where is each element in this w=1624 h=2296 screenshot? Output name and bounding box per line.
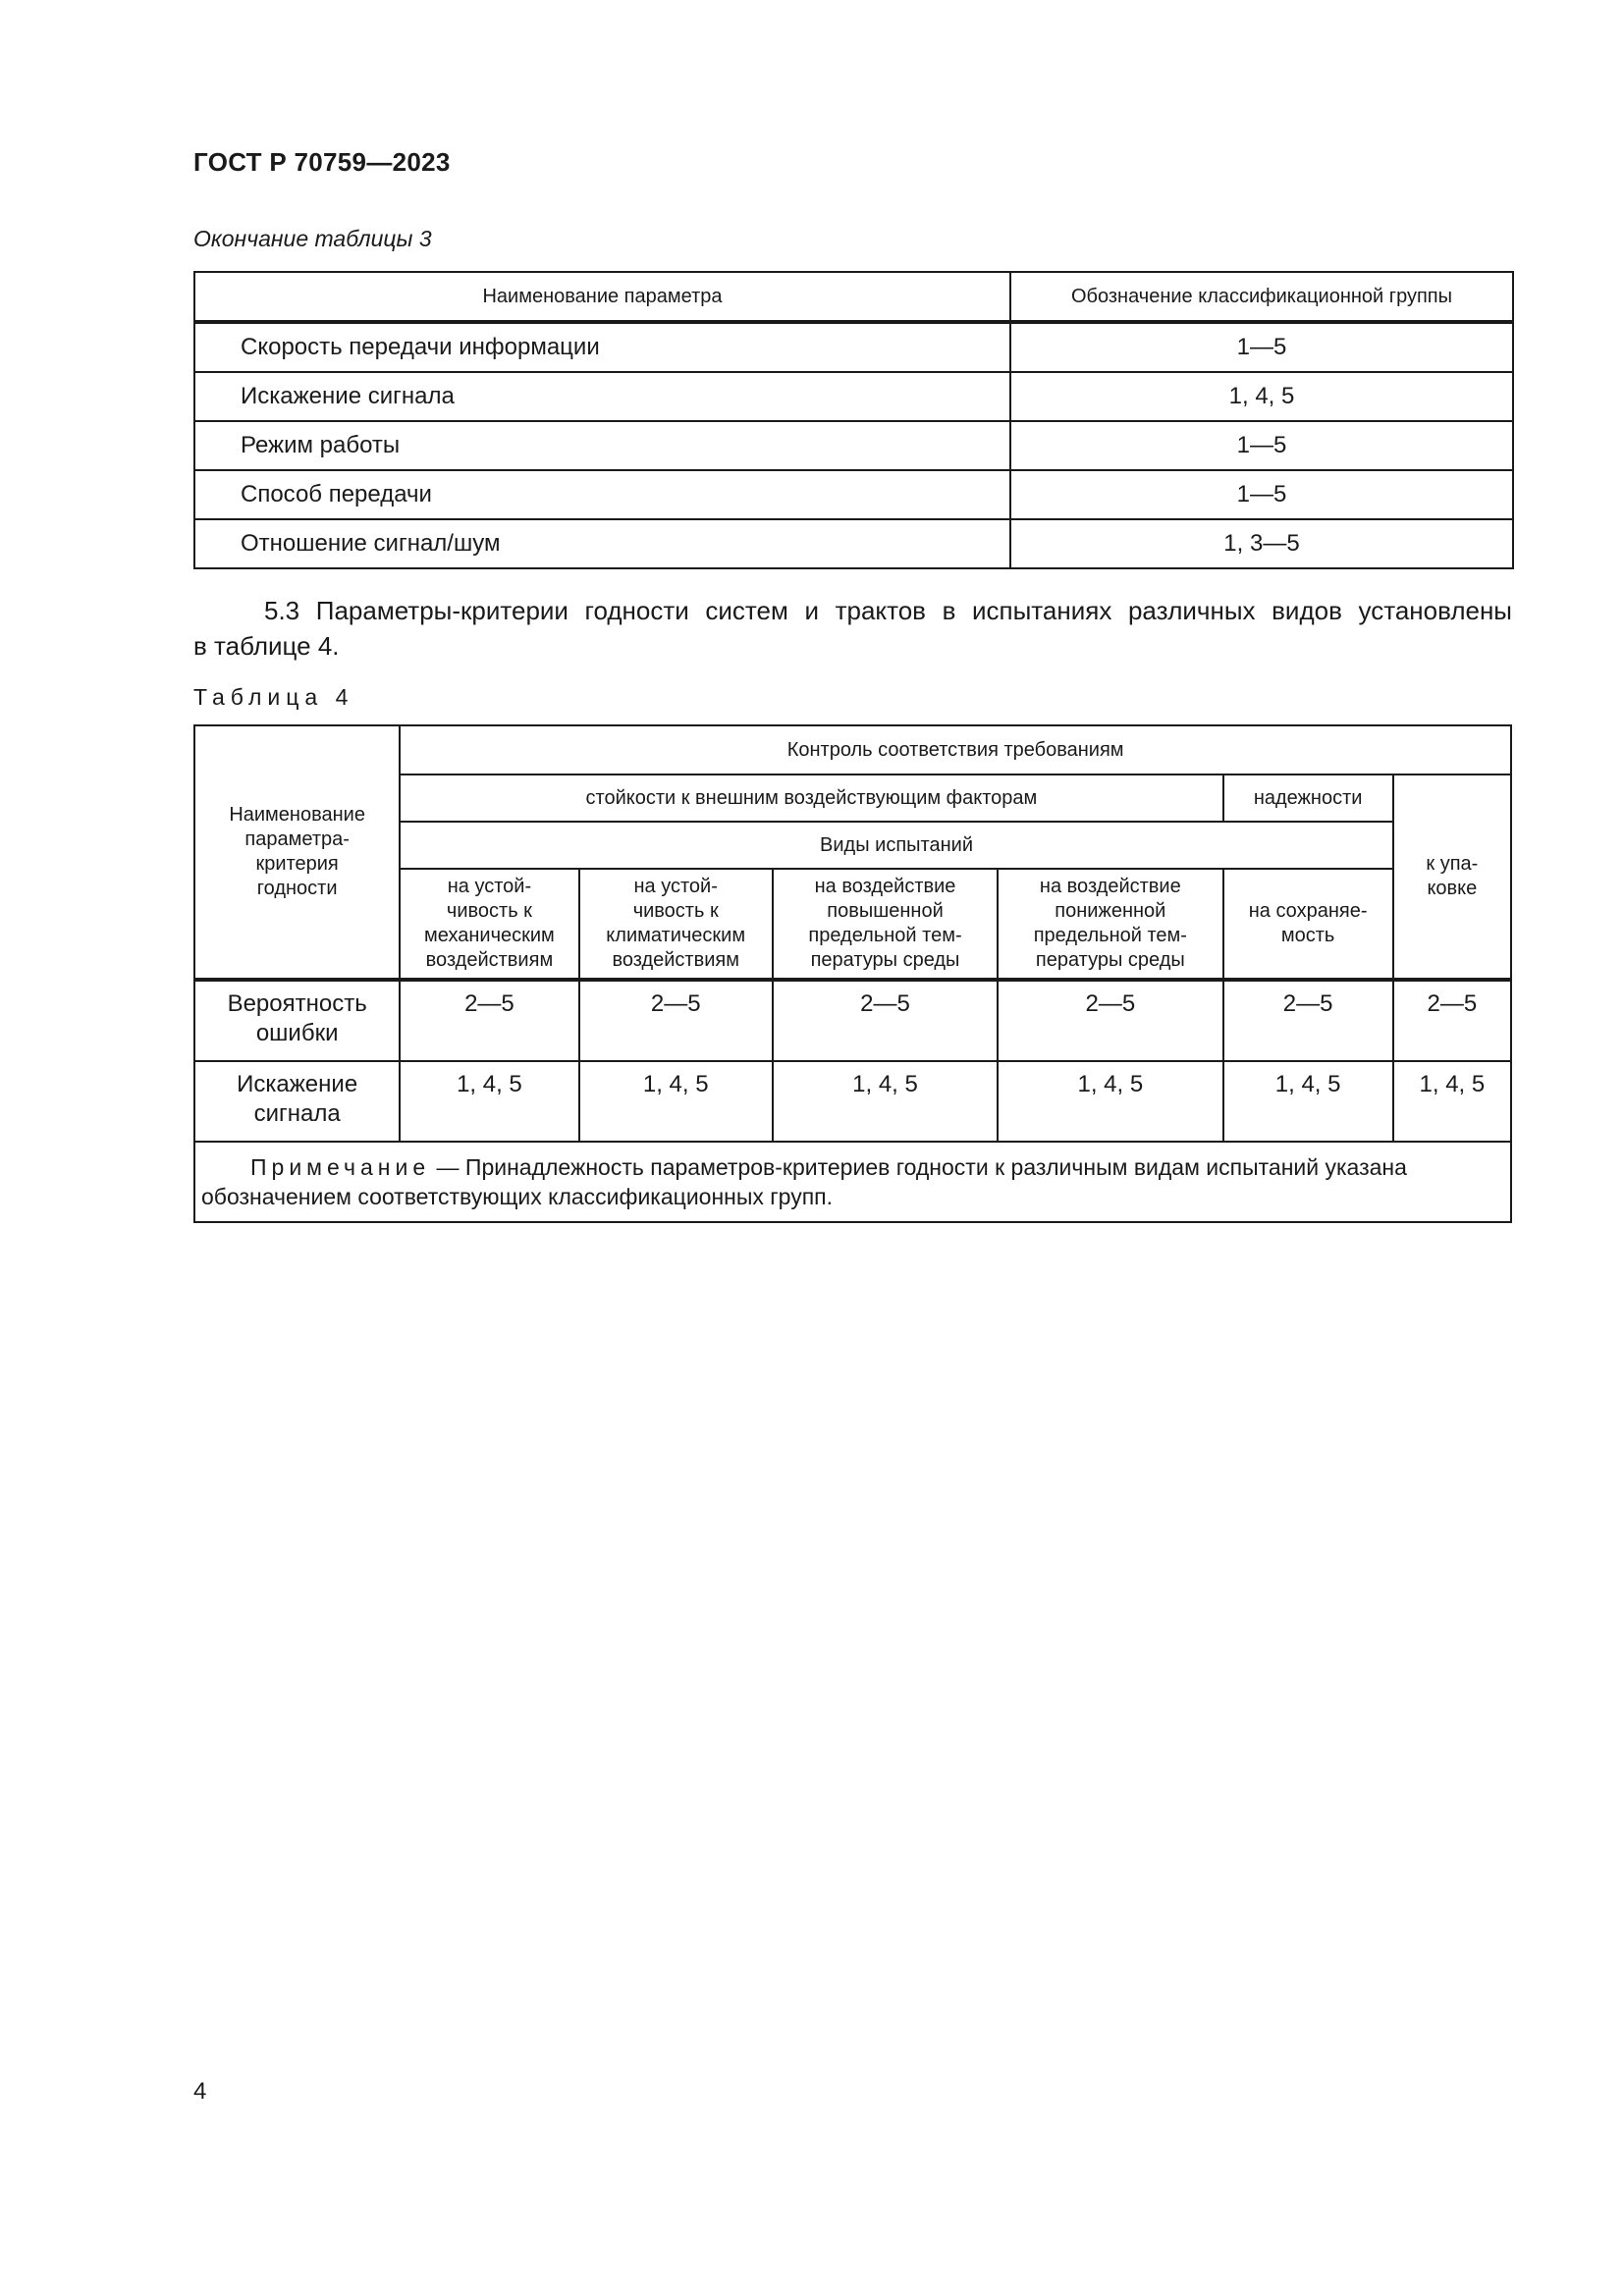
table-4 — [193, 724, 1512, 1223]
table4-col-line: пониженной — [1055, 900, 1166, 922]
table3-cell-name: Способ передачи — [194, 470, 1010, 519]
table4-col-line: пературы среды — [810, 949, 960, 971]
table3-cell-value: 1, 3—5 — [1010, 519, 1513, 568]
table4-col-line: на устой- — [633, 876, 718, 897]
table4-group-resistance: стойкости к внешним воздействующим факторам — [400, 774, 1222, 822]
table4-col-line: пературы среды — [1035, 949, 1185, 971]
table4-col-line: чивость к — [446, 900, 532, 922]
table4-col-line: на воздействие — [1039, 876, 1181, 897]
table4-col-storage — [1223, 869, 1393, 980]
table3-col-group: Обозначение классификационной группы — [1010, 272, 1513, 322]
table-3 — [193, 271, 1514, 569]
table4-row-header — [194, 725, 400, 980]
table4-group-reliability: надежности — [1223, 774, 1393, 822]
table4-col-line: повышенной — [827, 900, 944, 922]
table4-col-line: предельной тем- — [1033, 925, 1187, 946]
table4-row-header-line: параметра- — [244, 828, 350, 850]
section-5-3-paragraph — [193, 593, 1512, 664]
table3-cell-name: Искажение сигнала — [194, 372, 1010, 421]
table4-cell: 1, 4, 5 — [998, 1061, 1222, 1142]
table4-col-climatic — [579, 869, 773, 980]
table3-caption: Окончание таблицы 3 — [193, 226, 432, 251]
table4-cell: 1, 4, 5 — [1393, 1061, 1511, 1142]
paragraph-line-2: в таблице 4. — [193, 631, 340, 661]
note-label: Примечание — [250, 1154, 431, 1180]
table4-col-line: предельной тем- — [808, 925, 962, 946]
table4-row-header-line: критерия — [255, 853, 339, 875]
note-text-1: — Принадлежность параметров-критериев годности к различным видам испытаний указана — [430, 1154, 1407, 1180]
table4-col-line: чивость к — [632, 900, 719, 922]
table4-cell: 2—5 — [400, 980, 578, 1061]
table4-param-line: сигнала — [253, 1100, 341, 1127]
table4-col-line: на сохраняе- — [1248, 900, 1368, 922]
table4-cell: 2—5 — [579, 980, 773, 1061]
table3-cell-value: 1, 4, 5 — [1010, 372, 1513, 421]
table3-cell-name: Отношение сигнал/шум — [194, 519, 1010, 568]
table4-cell: 2—5 — [773, 980, 998, 1061]
table4-test-types: Виды испытаний — [400, 822, 1392, 869]
table4-param-line: Искажение — [237, 1071, 358, 1097]
table4-cell: 1, 4, 5 — [400, 1061, 578, 1142]
table3-cell-value: 1—5 — [1010, 421, 1513, 470]
table3-cell-name: Режим работы — [194, 421, 1010, 470]
table4-cell: 2—5 — [1393, 980, 1511, 1061]
table3-header-row — [194, 272, 1513, 322]
note-line-2: обозначением соответствующих классификационных групп. — [201, 1184, 834, 1209]
table4-param-name — [194, 980, 400, 1061]
table4-col-line: воздействиям — [612, 949, 739, 971]
table4-packaging-line: к упа- — [1426, 853, 1479, 875]
table-row — [194, 980, 1511, 1061]
table4-cell: 2—5 — [998, 980, 1222, 1061]
table3-cell-value: 1—5 — [1010, 322, 1513, 372]
table4-note — [194, 1142, 1511, 1222]
table-row — [194, 372, 1513, 421]
table4-top-header: Контроль соответствия требованиям — [400, 725, 1511, 774]
table4-group-packaging — [1393, 774, 1511, 980]
table4-col-line: на воздействие — [814, 876, 956, 897]
paragraph-line-1: 5.3 Параметры-критерии годности систем и трактов в испытаниях различных видов установлены — [264, 596, 1512, 625]
page-number: 4 — [193, 2078, 207, 2105]
table4-col-low-temp — [998, 869, 1222, 980]
table4-param-name — [194, 1061, 400, 1142]
table4-note-row — [194, 1142, 1511, 1222]
note-line-1 — [201, 1152, 1504, 1182]
table4-col-line: мость — [1280, 925, 1335, 946]
table4-row-header-line: Наименование — [229, 804, 365, 826]
document-header: ГОСТ Р 70759—2023 — [193, 147, 451, 177]
table4-col-line: климатическим — [606, 925, 746, 946]
table-row — [194, 421, 1513, 470]
table4-col-line: на устой- — [447, 876, 532, 897]
table4-row-header-line: годности — [256, 878, 338, 899]
table-row — [194, 470, 1513, 519]
table4-param-line: ошибки — [255, 1020, 339, 1046]
table4-cell: 1, 4, 5 — [1223, 1061, 1393, 1142]
table3-cell-name: Скорость передачи информации — [194, 322, 1010, 372]
table4-col-mechanical — [400, 869, 578, 980]
table4-packaging-line: ковке — [1427, 878, 1478, 899]
table4-col-line: воздействиям — [425, 949, 554, 971]
table-row — [194, 1061, 1511, 1142]
table-row — [194, 322, 1513, 372]
table4-col-line: механическим — [424, 925, 555, 946]
table4-cell: 2—5 — [1223, 980, 1393, 1061]
table4-cell: 1, 4, 5 — [773, 1061, 998, 1142]
table3-col-name: Наименование параметра — [194, 272, 1010, 322]
table-row — [194, 519, 1513, 568]
table4-cell: 1, 4, 5 — [579, 1061, 773, 1142]
table4-caption: Таблица 4 — [193, 684, 354, 710]
table4-col-high-temp — [773, 869, 998, 980]
table3-cell-value: 1—5 — [1010, 470, 1513, 519]
table4-param-line: Вероятность — [227, 990, 367, 1017]
